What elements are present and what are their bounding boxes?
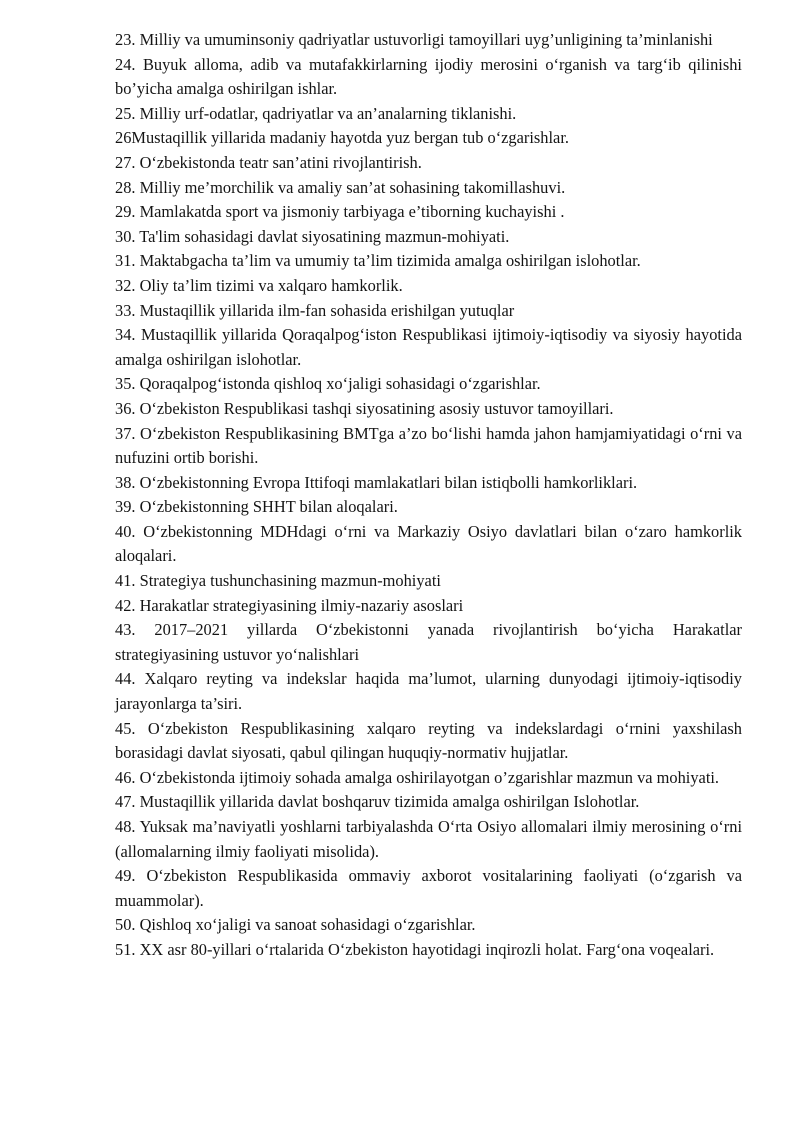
list-item: 46. O‘zbekistonda ijtimoiy sohada amalga oshirilayotgan o’zgarishlar mazmun va mohiyati. (115, 767, 720, 787)
list-item: 50. Qishloq xo‘jaligi va sanoat sohasidagi o‘zgarishlar. (115, 915, 476, 935)
list-item: 33. Mustaqillik yillarida ilm-fan sohasida erishilgan yutuqlar (115, 300, 515, 320)
list-item: 23. Milliy va umuminsoniy qadriyatlar ustuvorligi tamoyillari uyg’unligining ta’minlanishi (115, 30, 713, 49)
list-item: 24. Buyuk alloma, adib va mutafakkirlarning ijodiy merosini o‘rganish va targ‘ib qilinishi bo’yicha amalga oshirilgan ishlar. (115, 54, 742, 99)
list-item: 35. Qoraqalpog‘istonda qishloq xo‘jaligi sohasidagi o‘zgarishlar. (115, 374, 541, 394)
list-item: 25. Milliy urf-odatlar, qadriyatlar va an’analarning tiklanishi. (115, 103, 517, 123)
list-item: 42. Harakatlar strategiyasining ilmiy-nazariy asoslari (115, 595, 464, 615)
list-item: 30. Ta'lim sohasidagi davlat siyosatining mazmun-mohiyati. (115, 226, 510, 246)
list-item: 41. Strategiya tushunchasining mazmun-mohiyati (115, 571, 441, 591)
list-item: 48. Yuksak ma’naviyatli yoshlarni tarbiyalashda O‘rta Osiyo allomalari ilmiy merosining o‘rni (allomalarning ilmiy faoliyati misolida). (115, 817, 742, 861)
list-item: 49. O‘zbekiston Respublikasida ommaviy axborot vositalarining faoliyati (o‘zgarish va muammolar). (115, 866, 742, 910)
list-item: 34. Mustaqillik yillarida Qoraqalpog‘iston Respublikasi ijtimoiy-iqtisodiy va siyosiy hayotida amalga oshirilgan islohotlar. (115, 325, 742, 369)
list-item: 38. O‘zbekistonning Evropa Ittifoqi mamlakatlari bilan istiqbolli hamkorliklari. (115, 472, 638, 492)
list-item: 32. Oliy ta’lim tizimi va xalqaro hamkorlik. (115, 275, 403, 295)
list-item: 39. O‘zbekistonning SHHT bilan aloqalari. (115, 497, 398, 517)
list-item: 26Mustaqillik yillarida madaniy hayotda yuz bergan tub o‘zgarishlar. (115, 128, 569, 148)
list-item: 36. O‘zbekiston Respublikasi tashqi siyosatining asosiy ustuvor tamoyillari. (115, 398, 614, 418)
list-item: 51. XX asr 80-yillari o‘rtalarida O‘zbekiston hayotidagi inqirozli holat. Farg‘ona voqealari. (115, 939, 715, 959)
list-item: 44. Xalqaro reyting va indekslar haqida ma’lumot, ularning dunyodagi ijtimoiy-iqtisodiy jarayonlarga ta’siri. (115, 669, 742, 714)
list-item: 27. O‘zbekistonda teatr san’atini rivojlantirish. (115, 152, 422, 172)
list-item: 40. O‘zbekistonning MDHdagi o‘rni va Markaziy Osiyo davlatlari bilan o‘zaro hamkorlik aloqalari. (115, 521, 742, 566)
list-item: 28. Milliy me’morchilik va amaliy san’at sohasining takomillashuvi. (115, 177, 566, 197)
document-page (115, 28, 742, 963)
list-item: 31. Maktabgacha ta’lim va umumiy ta’lim tizimida amalga oshirilgan islohotlar. (115, 251, 641, 271)
list-item: 45. O‘zbekiston Respublikasining xalqaro reyting va indekslardagi o‘rnini yaxshilash borasidagi davlat siyosati, qabul qilingan huquqiy-normativ hujjatlar. (115, 718, 742, 763)
list-item: 37. O‘zbekiston Respublikasining BMTga a’zo bo‘lishi hamda jahon hamjamiyatidagi o‘rni va nufuzini ortib borishi. (115, 423, 742, 468)
list-item: 29. Mamlakatda sport va jismoniy tarbiyaga e’tiborning kuchayishi . (115, 202, 565, 222)
list-item: 47. Mustaqillik yillarida davlat boshqaruv tizimida amalga oshirilgan Islohotlar. (115, 792, 640, 812)
list-item: 43. 2017–2021 yillarda O‘zbekistonni yanada rivojlantirish bo‘yicha Harakatlar strategiyasining ustuvor yo‘nalishlari (115, 620, 742, 664)
